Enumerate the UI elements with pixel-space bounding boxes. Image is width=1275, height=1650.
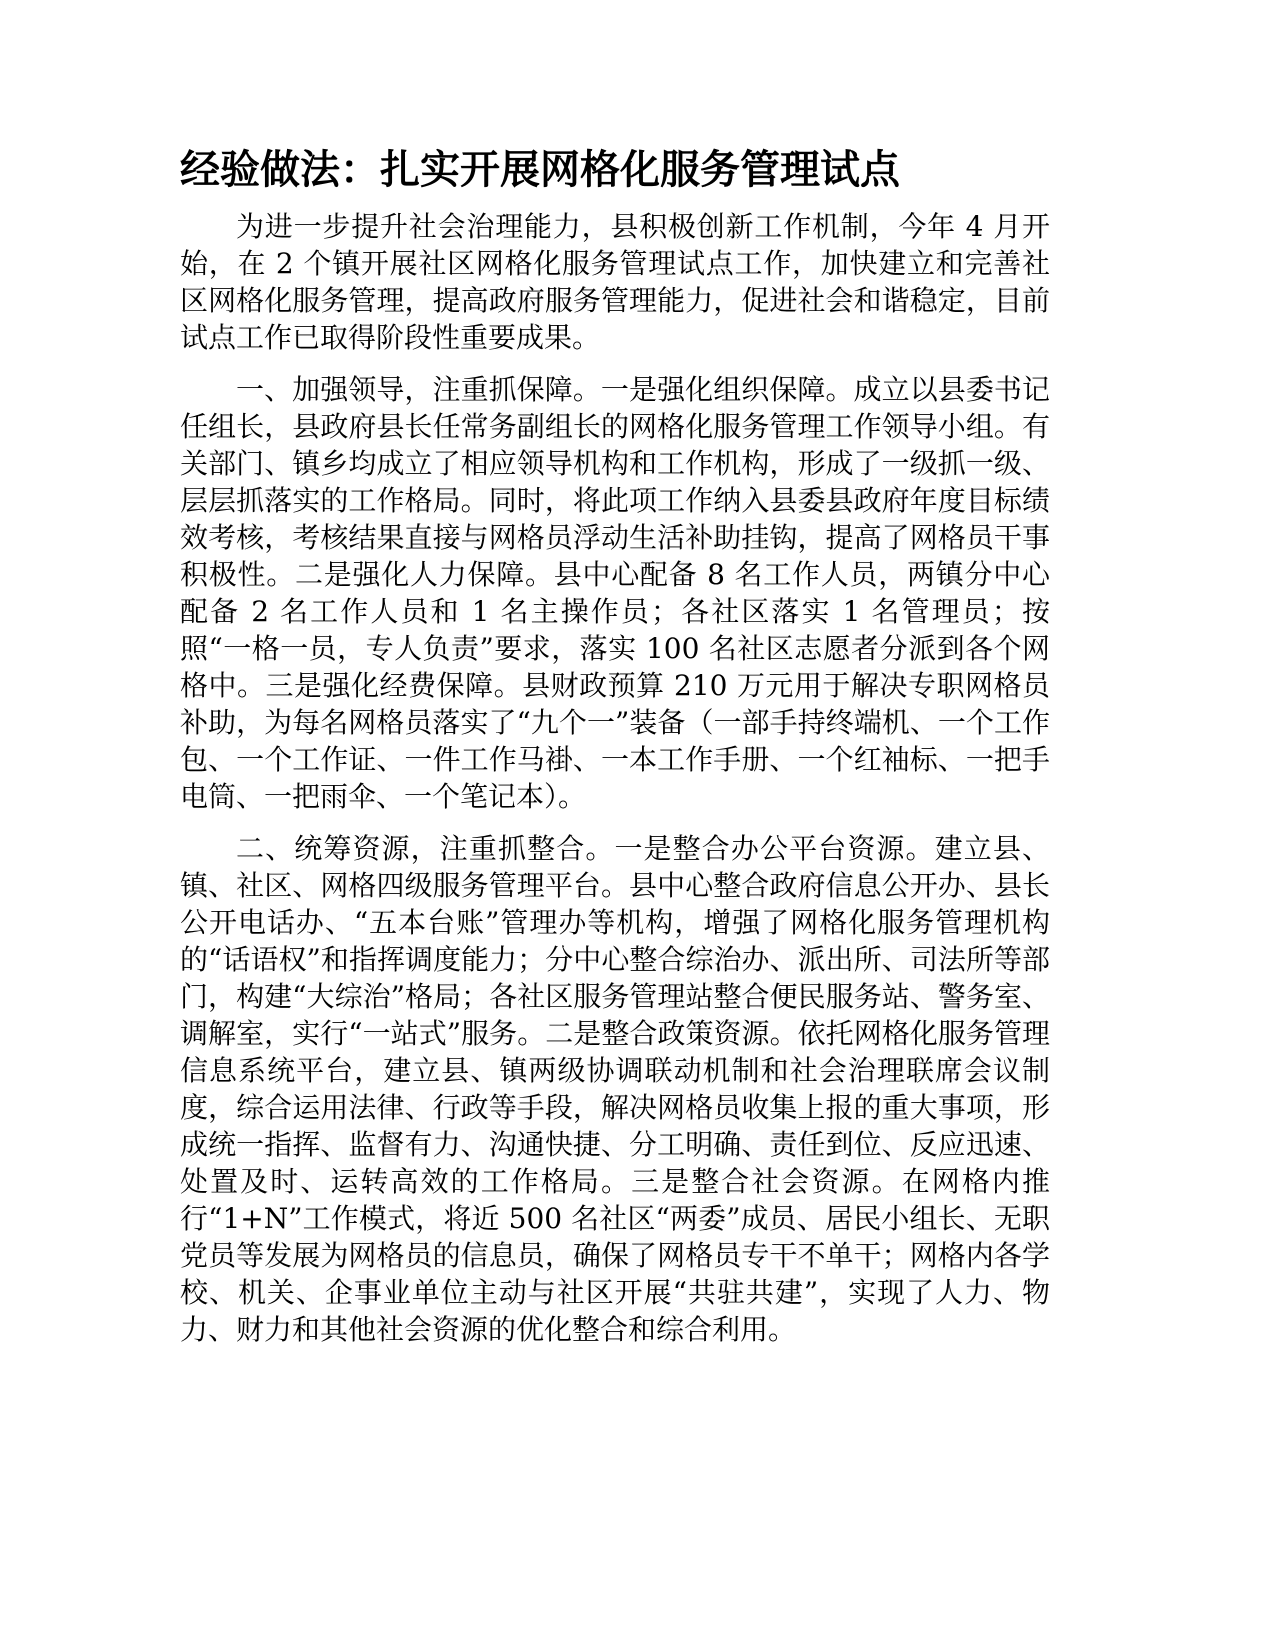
document-title: 经验做法：扎实开展网格化服务管理试点	[180, 147, 900, 193]
document-page	[180, 142, 1050, 1363]
paragraph-intro: 为进一步提升社会治理能力，县积极创新工作机制，今年 4 月开始，在 2 个镇开展社区网格化服务管理试点工作，加快建立和完善社区网格化服务管理，提高政府服务管理能力，促进社会和谐稳定，目前试点工作已取得阶段性重要成果。	[180, 210, 1050, 354]
paragraph-section-two: 二、统筹资源，注重抓整合。一是整合办公平台资源。建立县、镇、社区、网格四级服务管理平台。县中心整合政府信息公开办、县长公开电话办、“五本台账”管理办等机构，增强了网格化服务管理机构的“话语权”和指挥调度能力；分中心整合综治办、派出所、司法所等部门，构建“大综治”格局；各社区服务管理站整合便民服务站、警务室、调解室，实行“一站式”服务。二是整合政策资源。依托网格化服务管理信息系统平台，建立县、镇两级协调联动机制和社会治理联席会议制度，综合运用法律、行政等手段，解决网格员收集上报的重大事项，形成统一指挥、监督有力、沟通快捷、分工明确、责任到位、反应迅速、处置及时、运转高效的工作格局。三是整合社会资源。在网格内推行“1+N”工作模式，将近 500 名社区“两委”成员、居民小组长、无职党员等发展为网格员的信息员，确保了网格员专干不单干；网格内各学校、机关、企事业单位主动与社区开展“共驻共建”，实现了人力、物力、财力和其他社会资源的优化整合和综合利用。	[180, 832, 1050, 1346]
paragraph-section-one: 一、加强领导，注重抓保障。一是强化组织保障。成立以县委书记任组长，县政府县长任常务副组长的网格化服务管理工作领导小组。有关部门、镇乡均成立了相应领导机构和工作机构，形成了一级抓一级、层层抓落实的工作格局。同时，将此项工作纳入县委县政府年度目标绩效考核，考核结果直接与网格员浮动生活补助挂钩，提高了网格员干事积极性。二是强化人力保障。县中心配备 8 名工作人员，两镇分中心配备 2 名工作人员和 1 名主操作员；各社区落实 1 名管理员；按照“一格一员，专人负责”要求，落实 100 名社区志愿者分派到各个网格中。三是强化经费保障。县财政预算 210 万元用于解决专职网格员补助，为每名网格员落实了“九个一”装备（一部手持终端机、一个工作包、一个工作证、一件工作马褂、一本工作手册、一个红袖标、一把手电筒、一把雨伞、一个笔记本）。	[180, 373, 1050, 813]
